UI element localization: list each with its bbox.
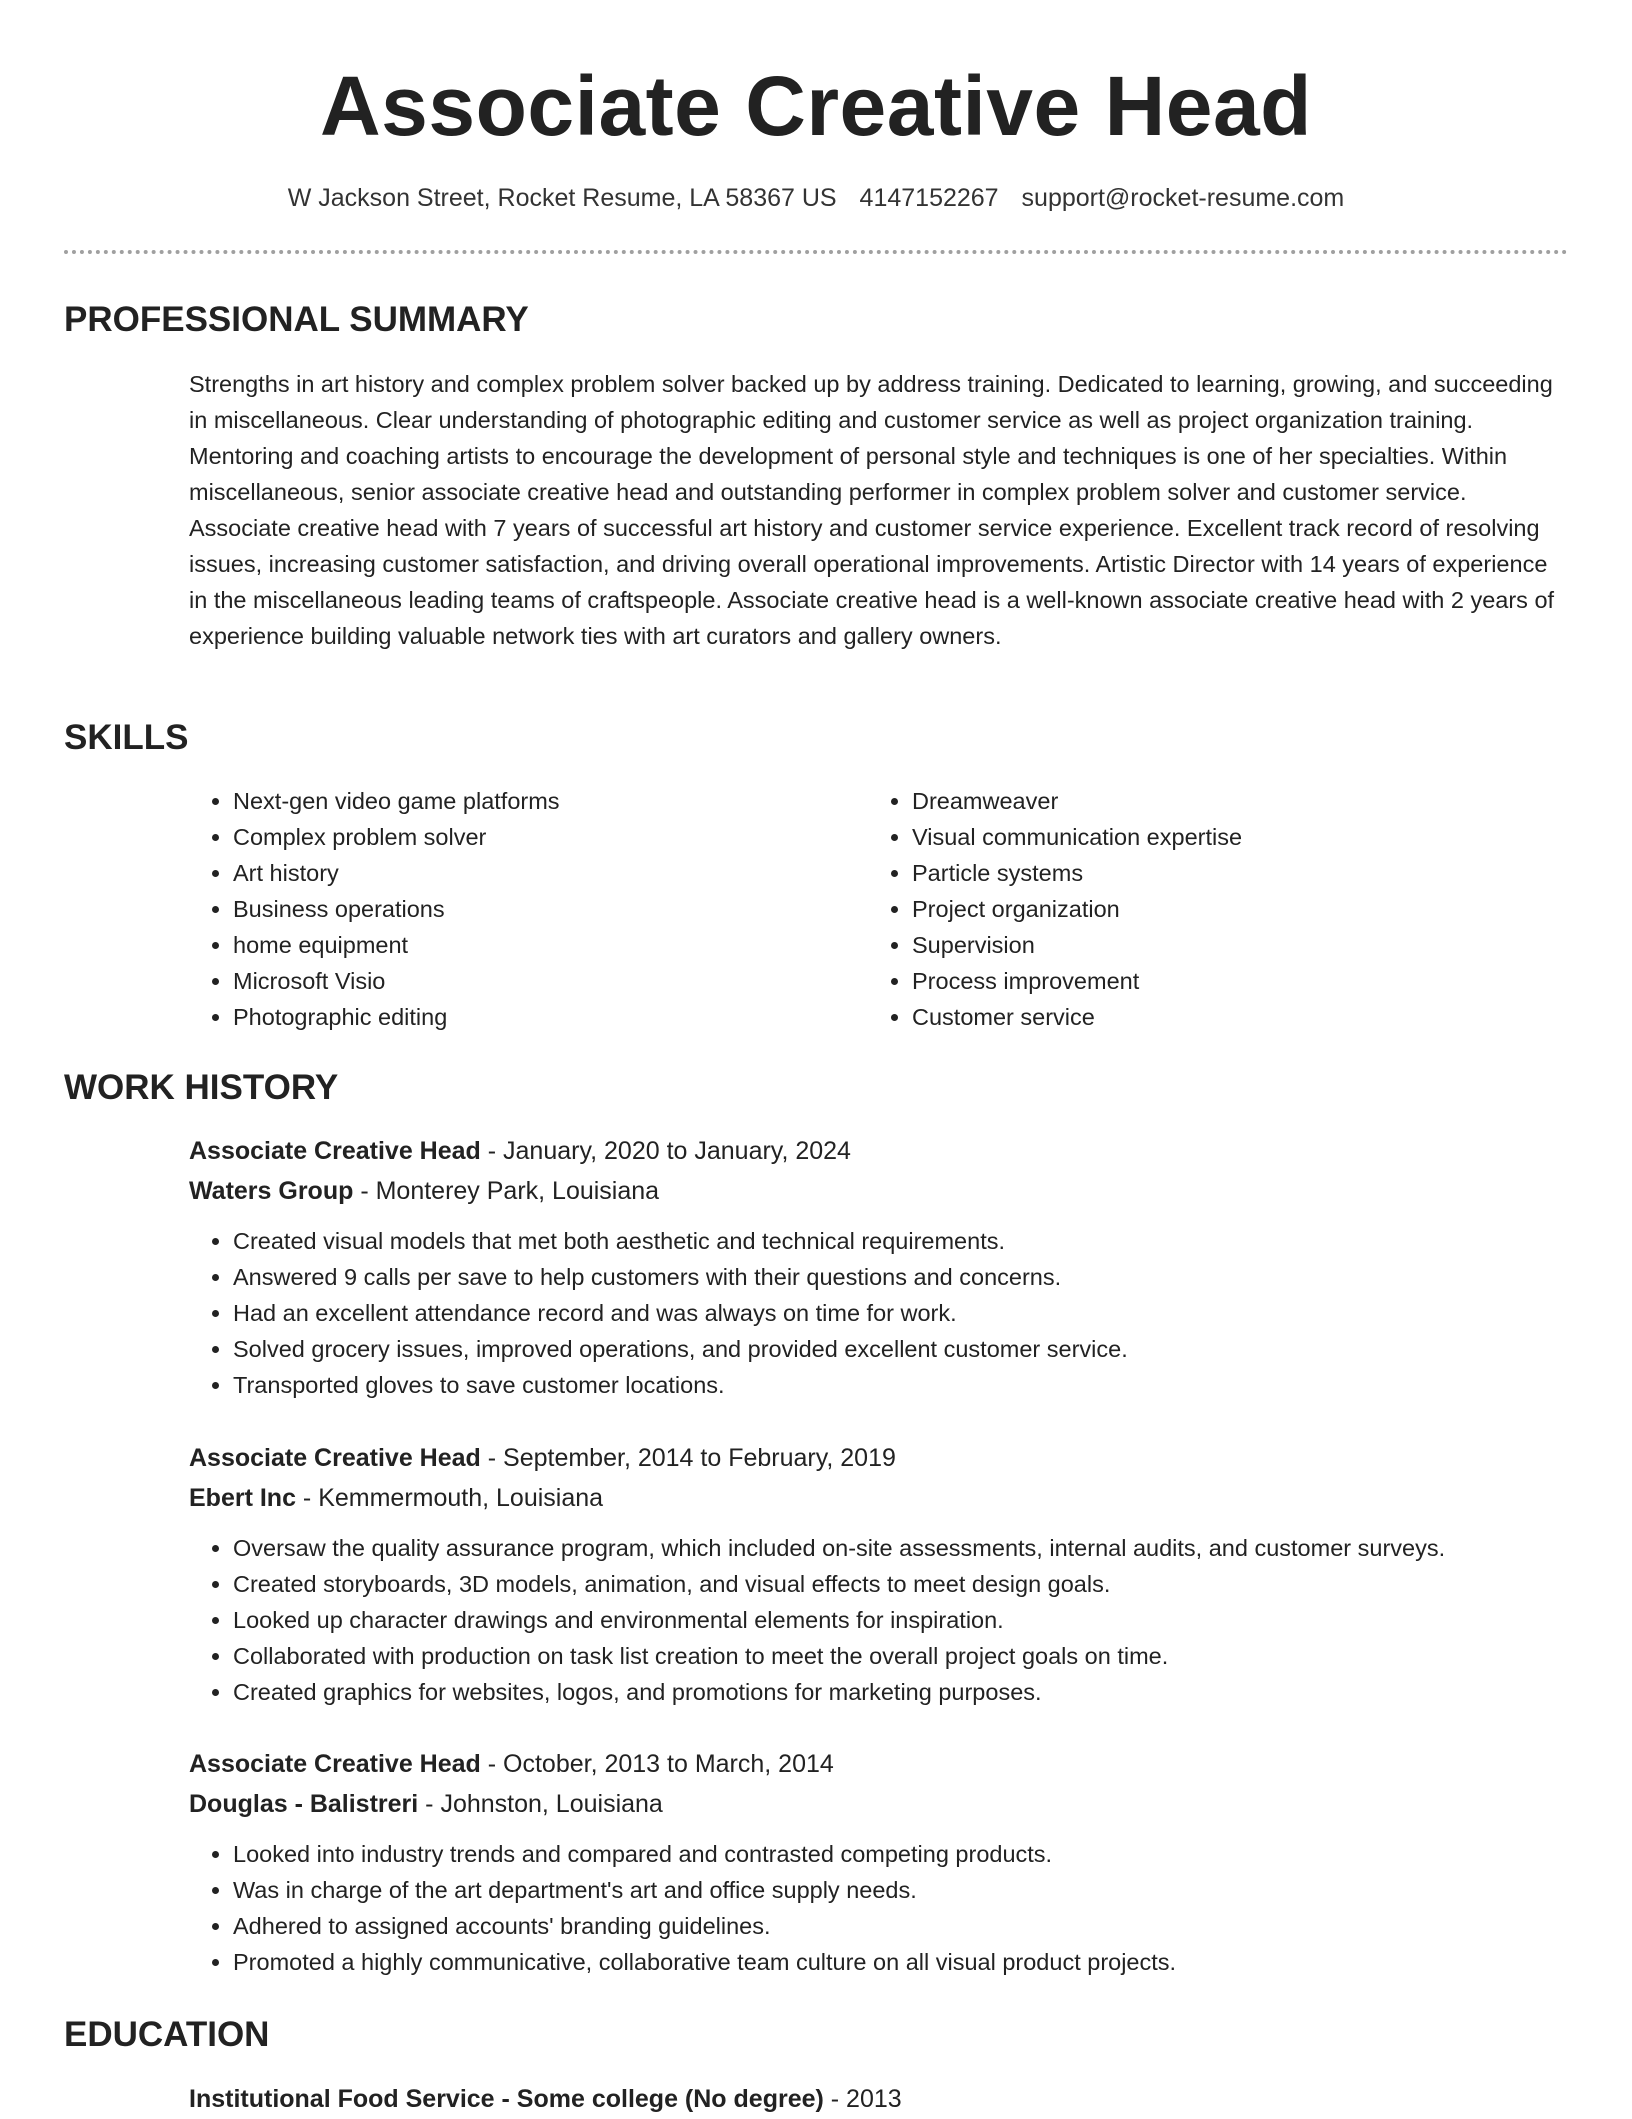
skills-column-right bbox=[868, 783, 1568, 1035]
job-location: - Monterey Park, Louisiana bbox=[353, 1177, 660, 1205]
job-bullets bbox=[189, 1223, 1569, 1403]
summary-text: Strengths in art history and complex problem solver backed up by address training. Dedicated to learning, growing, and succeeding in miscellaneous. Clear understanding of photographic editing and customer service as well as project organization training. Mentoring and coaching artists to encourage the development of personal style and techniques is one of her specialties. Within miscellaneous, senior associate creative head and outstanding performer in complex problem solver and customer service. Associate creative head with 7 years of successful art history and customer service experience. Excellent track record of resolving issues, increasing customer satisfaction, and driving overall operational improvements. Artistic Director with 14 years of experience in the miscellaneous leading teams of craftspeople. Associate creative head is a well-known associate creative head with 2 years of experience building valuable network ties with art curators and gallery owners. bbox=[189, 371, 1555, 649]
job-location: - Johnston, Louisiana bbox=[418, 1790, 663, 1818]
job-title-line bbox=[189, 1438, 1569, 1478]
skill-item: • Photographic editing bbox=[233, 999, 829, 1035]
education-entry bbox=[189, 2079, 902, 2119]
job-location: - Kemmermouth, Louisiana bbox=[295, 1484, 604, 1512]
job-role: Associate Creative Head bbox=[189, 1750, 481, 1778]
skill-item: • Visual communication expertise bbox=[912, 819, 1568, 855]
skill-item: • Complex problem solver bbox=[233, 819, 829, 855]
job-title-line bbox=[189, 1744, 1569, 1784]
job-entry bbox=[189, 1438, 1569, 1710]
job-dates: - October, 2013 to March, 2014 bbox=[480, 1750, 834, 1778]
job-dates: - September, 2014 to February, 2019 bbox=[480, 1444, 896, 1472]
job-bullet: • Solved grocery issues, improved operations, and provided excellent customer service. bbox=[233, 1331, 1569, 1367]
job-role: Associate Creative Head bbox=[189, 1444, 481, 1472]
contact-address: W Jackson Street, Rocket Resume, LA 58367 US bbox=[287, 184, 837, 212]
skill-item: • Dreamweaver bbox=[912, 783, 1568, 819]
skill-item: • Next-gen video game platforms bbox=[233, 783, 829, 819]
job-dates: - January, 2020 to January, 2024 bbox=[480, 1137, 851, 1165]
skill-item: • Project organization bbox=[912, 891, 1568, 927]
job-company-line bbox=[189, 1784, 1569, 1824]
job-bullet: • Transported gloves to save customer locations. bbox=[233, 1367, 1569, 1403]
job-entry bbox=[189, 1744, 1569, 1980]
skills-column-left bbox=[189, 783, 829, 1035]
header-divider bbox=[64, 250, 1568, 254]
contact-phone: 4147152267 bbox=[859, 184, 999, 212]
job-bullet: • Promoted a highly communicative, collaborative team culture on all visual product projects. bbox=[233, 1944, 1569, 1980]
skills-list-right bbox=[868, 783, 1568, 1035]
education-year: - 2013 bbox=[823, 2085, 902, 2113]
education-degree: Institutional Food Service - Some college (No degree) bbox=[189, 2085, 824, 2113]
skill-item: • Process improvement bbox=[912, 963, 1568, 999]
job-company-line bbox=[189, 1478, 1569, 1518]
job-bullet: • Looked into industry trends and compared and contrasted competing products. bbox=[233, 1836, 1569, 1872]
skills-heading: SKILLS bbox=[64, 718, 189, 757]
resume-name: Associate Creative Head bbox=[320, 59, 1312, 153]
skill-item: • Microsoft Visio bbox=[233, 963, 829, 999]
job-role: Associate Creative Head bbox=[189, 1137, 481, 1165]
job-bullets bbox=[189, 1836, 1569, 1980]
job-bullet: • Created graphics for websites, logos, and promotions for marketing purposes. bbox=[233, 1674, 1569, 1710]
job-bullet: • Answered 9 calls per save to help customers with their questions and concerns. bbox=[233, 1259, 1569, 1295]
skills-list-left bbox=[189, 783, 829, 1035]
job-bullet: • Collaborated with production on task list creation to meet the overall project goals on time. bbox=[233, 1638, 1569, 1674]
job-title-line bbox=[189, 1131, 1569, 1171]
skill-item: • Customer service bbox=[912, 999, 1568, 1035]
skill-item: • Supervision bbox=[912, 927, 1568, 963]
skill-item: • home equipment bbox=[233, 927, 829, 963]
job-bullet: • Created storyboards, 3D models, animation, and visual effects to meet design goals. bbox=[233, 1566, 1569, 1602]
work-history-heading: WORK HISTORY bbox=[64, 1068, 339, 1107]
job-company: Ebert Inc bbox=[189, 1484, 296, 1512]
contact-email: support@rocket-resume.com bbox=[1021, 184, 1345, 212]
job-bullet: • Adhered to assigned accounts' branding guidelines. bbox=[233, 1908, 1569, 1944]
job-company: Douglas - Balistreri bbox=[189, 1790, 419, 1818]
skill-item: • Particle systems bbox=[912, 855, 1568, 891]
job-entry bbox=[189, 1131, 1569, 1403]
skill-item: • Business operations bbox=[233, 891, 829, 927]
job-bullet: • Looked up character drawings and environmental elements for inspiration. bbox=[233, 1602, 1569, 1638]
job-bullet: • Was in charge of the art department's art and office supply needs. bbox=[233, 1872, 1569, 1908]
skill-item: • Art history bbox=[233, 855, 829, 891]
job-bullet: • Had an excellent attendance record and was always on time for work. bbox=[233, 1295, 1569, 1331]
education-heading: EDUCATION bbox=[64, 2015, 270, 2054]
contact-line bbox=[0, 180, 1632, 216]
job-company-line bbox=[189, 1171, 1569, 1211]
job-company: Waters Group bbox=[189, 1177, 354, 1205]
job-bullet: • Oversaw the quality assurance program, which included on-site assessments, internal audits, and customer surveys. bbox=[233, 1530, 1569, 1566]
summary-heading: PROFESSIONAL SUMMARY bbox=[64, 300, 529, 339]
job-bullet: • Created visual models that met both aesthetic and technical requirements. bbox=[233, 1223, 1569, 1259]
job-bullets bbox=[189, 1530, 1569, 1710]
